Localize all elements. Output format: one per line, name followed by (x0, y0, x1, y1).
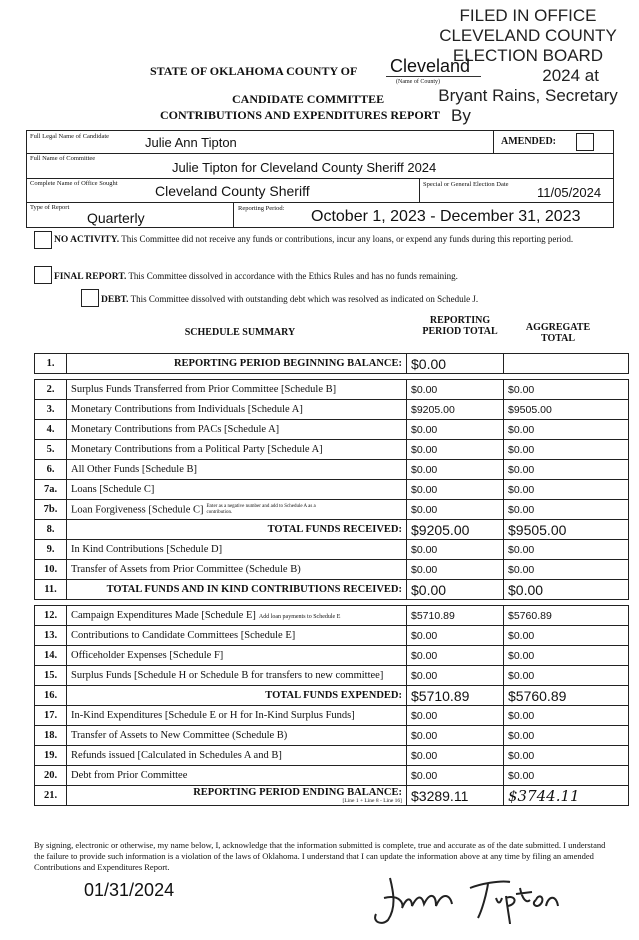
row-description-text: Transfer of Assets to New Committee (Schedule B) (71, 730, 288, 741)
period-total-cell: $0.00 (407, 580, 504, 600)
aggregate-total-cell: $5760.89 (504, 686, 629, 706)
row-number: 13. (35, 626, 67, 646)
summary-row (35, 420, 629, 440)
row-description (67, 520, 407, 540)
period-total-cell: $0.00 (407, 420, 504, 440)
election-date-value: 11/05/2024 (537, 185, 602, 200)
row-number: 9. (35, 540, 67, 560)
summary-row (35, 766, 629, 786)
row-number: 10. (35, 560, 67, 580)
row-description-text: Contributions to Candidate Committees [Schedule E] (71, 630, 296, 641)
row-number: 3. (35, 400, 67, 420)
row-description (67, 606, 407, 626)
row-description-text: Surplus Funds [Schedule H or Schedule B for transfers to new committee] (71, 670, 384, 681)
debt-desc: This Committee dissolved with outstanding debt which was resolved as indicated on Schedule J. (130, 294, 479, 304)
row-number: 20. (35, 766, 67, 786)
state-label: STATE OF OKLAHOMA COUNTY OF (150, 64, 358, 78)
row-number: 7b. (35, 500, 67, 520)
row-note: [Line 1 + Line 8 - Line 16] (342, 798, 402, 804)
row-description (67, 746, 407, 766)
office-value: Cleveland County Sheriff (155, 183, 310, 199)
row-description (67, 786, 407, 806)
summary-row (35, 560, 629, 580)
row-description-text: TOTAL FUNDS EXPENDED: (265, 690, 402, 701)
row-note: Add loan payments to Schedule E (258, 614, 341, 620)
row-number: 8. (35, 520, 67, 540)
row-description-text: TOTAL FUNDS AND IN KIND CONTRIBUTIONS RECEIVED: (106, 584, 402, 595)
stamp-line4: 2024 at (542, 66, 599, 85)
aggregate-total-cell: $0.00 (504, 540, 629, 560)
summary-row (35, 706, 629, 726)
no-activity-desc: This Committee did not receive any funds or contributions, incur any loans, or expend any funds during this reporting period. (121, 234, 574, 244)
row-description-text: Officeholder Expenses [Schedule F] (71, 650, 224, 661)
row-description-text: Campaign Expenditures Made [Schedule E] (71, 610, 256, 621)
summary-row (35, 500, 629, 520)
committee-label: Full Name of Committee (30, 155, 96, 162)
summary-row (35, 786, 629, 806)
period-total-cell: $0.00 (407, 646, 504, 666)
period-total-header: REPORTING PERIOD TOTAL (422, 315, 498, 337)
summary-row (35, 726, 629, 746)
row-description-text: REPORTING PERIOD BEGINNING BALANCE: (173, 358, 402, 369)
row-description (67, 560, 407, 580)
summary-row (35, 666, 629, 686)
summary-row (35, 580, 629, 600)
candidate-label: Full Legal Name of Candidate (30, 133, 110, 140)
form-title-1: CANDIDATE COMMITTEE (232, 92, 385, 106)
signature-date: 01/31/2024 (84, 880, 175, 900)
stamp-line5: Bryant Rains, Secretary (438, 86, 618, 105)
summary-row (35, 626, 629, 646)
period-total-cell: $0.00 (407, 626, 504, 646)
period-total-cell: $0.00 (407, 354, 504, 374)
office-label: Complete Name of Office Sought (30, 180, 118, 187)
row-description-text: TOTAL FUNDS RECEIVED: (267, 524, 402, 535)
row-description-text: Monetary Contributions from Individuals [Schedule A] (71, 404, 303, 415)
row-description (67, 580, 407, 600)
aggregate-total-cell (504, 354, 629, 374)
row-note: Enter as a negative number and add to Schedule A as a contribution. (206, 503, 316, 515)
stamp-line1: FILED IN OFFICE (459, 6, 597, 25)
period-total-cell: $3289.11 (407, 786, 504, 806)
row-description-text: Monetary Contributions from a Political Party [Schedule A] (71, 444, 323, 455)
summary-row (35, 540, 629, 560)
row-description (67, 480, 407, 500)
stamp-line3: ELECTION BOARD (452, 46, 604, 65)
aggregate-total-cell: $0.00 (504, 706, 629, 726)
row-number: 5. (35, 440, 67, 460)
aggregate-total-cell: $0.00 (504, 460, 629, 480)
row-description (67, 626, 407, 646)
row-description (67, 766, 407, 786)
certification-text: By signing, electronic or otherwise, my name below, I, acknowledge that the information submitted is complete, true and accurate as of the date submitted. I understand the failure to provide such information is a violation of the laws of Oklahoma. I understand that I can update the information above at any time by filing an amended Contributions and Expenditures Report. (34, 840, 606, 872)
row-number: 11. (35, 580, 67, 600)
row-description (67, 540, 407, 560)
row-number: 16. (35, 686, 67, 706)
aggregate-total-cell: $0.00 (504, 746, 629, 766)
aggregate-total-cell: $9505.00 (504, 400, 629, 420)
row-description (67, 646, 407, 666)
county-note: (Name of County) (396, 79, 440, 85)
aggregate-total-cell: $0.00 (504, 580, 629, 600)
aggregate-total-cell: $0.00 (504, 766, 629, 786)
period-total-cell: $0.00 (407, 666, 504, 686)
period-total-cell: $0.00 (407, 746, 504, 766)
row-description-text: Refunds issued [Calculated in Schedules A and B] (71, 750, 282, 761)
period-total-cell: $0.00 (407, 380, 504, 400)
period-total-cell: $0.00 (407, 560, 504, 580)
row-number: 18. (35, 726, 67, 746)
final-report-desc: This Committee dissolved in accordance with the Ethics Rules and has no funds remaining. (128, 271, 458, 281)
aggregate-total-cell: $0.00 (504, 666, 629, 686)
report-type-label: Type of Report (30, 204, 70, 211)
row-number: 7a. (35, 480, 67, 500)
period-total-cell: $0.00 (407, 726, 504, 746)
candidate-value: Julie Ann Tipton (145, 135, 237, 150)
row-number: 12. (35, 606, 67, 626)
debt-checkbox[interactable] (81, 289, 99, 307)
schedule-summary-title: SCHEDULE SUMMARY (184, 327, 296, 338)
row-description-text: In Kind Contributions [Schedule D] (71, 544, 223, 555)
row-number: 4. (35, 420, 67, 440)
aggregate-total-header: AGGREGATE TOTAL (525, 322, 591, 344)
period-total-cell: $0.00 (407, 766, 504, 786)
no-activity-title: NO ACTIVITY. (54, 235, 120, 245)
row-description (67, 460, 407, 480)
row-description-text: Surplus Funds Transferred from Prior Committee [Schedule B] (71, 384, 337, 395)
aggregate-total-cell: $0.00 (504, 420, 629, 440)
period-total-cell: $5710.89 (407, 606, 504, 626)
period-total-cell: $0.00 (407, 440, 504, 460)
row-description (67, 500, 407, 520)
row-description-text: All Other Funds [Schedule B] (71, 464, 197, 475)
committee-info-box (26, 130, 614, 228)
summary-row (35, 686, 629, 706)
period-total-cell: $9205.00 (407, 400, 504, 420)
final-report-checkbox[interactable] (34, 266, 52, 284)
summary-row (35, 520, 629, 540)
row-description (67, 440, 407, 460)
row-number: 19. (35, 746, 67, 766)
period-total-cell: $0.00 (407, 500, 504, 520)
row-description-text: Monetary Contributions from PACs [Schedule A] (71, 424, 280, 435)
row-description-text: Debt from Prior Committee (71, 770, 188, 781)
summary-row (35, 606, 629, 626)
period-total-cell: $0.00 (407, 706, 504, 726)
row-description (67, 354, 407, 374)
period-label: Reporting Period: (238, 205, 285, 212)
debt-title: DEBT. (101, 295, 129, 305)
county-value: Cleveland (390, 56, 471, 76)
period-total-cell: $0.00 (407, 460, 504, 480)
row-description-text: In-Kind Expenditures [Schedule E or H for In-Kind Surplus Funds] (71, 710, 355, 721)
final-report-text (54, 270, 594, 284)
aggregate-total-cell: $0.00 (504, 480, 629, 500)
summary-row (35, 746, 629, 766)
form-title-2: CONTRIBUTIONS AND EXPENDITURES REPORT (160, 108, 440, 122)
period-total-cell: $0.00 (407, 480, 504, 500)
committee-value: Julie Tipton for Cleveland County Sheriff 2024 (172, 160, 437, 175)
row-description-text: Loan Forgiveness [Schedule C] (71, 503, 204, 515)
summary-row (35, 460, 629, 480)
aggregate-total-cell: $3744.11 (504, 786, 629, 806)
aggregate-total-cell: $5760.89 (504, 606, 629, 626)
row-number: 6. (35, 460, 67, 480)
amended-label: AMENDED: (501, 136, 556, 147)
row-number: 21. (35, 786, 67, 806)
row-description (67, 380, 407, 400)
row-description (67, 666, 407, 686)
aggregate-total-cell: $0.00 (504, 560, 629, 580)
period-total-cell: $5710.89 (407, 686, 504, 706)
stamp-line2: CLEVELAND COUNTY (439, 26, 617, 45)
summary-row (35, 440, 629, 460)
debt-text (101, 293, 601, 307)
aggregate-total-cell: $0.00 (504, 626, 629, 646)
summary-row (35, 354, 629, 374)
amended-checkbox[interactable] (576, 133, 594, 151)
aggregate-total-cell: $0.00 (504, 440, 629, 460)
period-total-cell: $9205.00 (407, 520, 504, 540)
stamp-line6: By (451, 106, 471, 125)
summary-row (35, 646, 629, 666)
summary-row (35, 480, 629, 500)
aggregate-total-cell: $0.00 (504, 646, 629, 666)
summary-row (35, 380, 629, 400)
row-number: 1. (35, 354, 67, 374)
report-type-value: Quarterly (87, 210, 145, 226)
aggregate-total-cell: $0.00 (504, 500, 629, 520)
period-value: October 1, 2023 - December 31, 2023 (311, 208, 581, 225)
row-number: 14. (35, 646, 67, 666)
aggregate-total-cell: $0.00 (504, 726, 629, 746)
row-number: 17. (35, 706, 67, 726)
row-description-text: REPORTING PERIOD ENDING BALANCE: (193, 787, 402, 798)
row-description (67, 420, 407, 440)
signature-image (360, 864, 580, 928)
election-date-label: Special or General Election Date (423, 181, 509, 188)
row-number: 15. (35, 666, 67, 686)
row-description (67, 400, 407, 420)
row-number: 2. (35, 380, 67, 400)
aggregate-total-cell: $9505.00 (504, 520, 629, 540)
county-underline (386, 76, 481, 77)
row-description (67, 686, 407, 706)
period-total-cell: $0.00 (407, 540, 504, 560)
schedule-summary-table (34, 353, 629, 806)
row-description (67, 726, 407, 746)
no-activity-text (54, 233, 594, 247)
row-description-text: Loans [Schedule C] (71, 484, 155, 495)
aggregate-total-cell: $0.00 (504, 380, 629, 400)
no-activity-checkbox[interactable] (34, 231, 52, 249)
row-description (67, 706, 407, 726)
summary-row (35, 400, 629, 420)
row-description-text: Transfer of Assets from Prior Committee (Schedule B) (71, 564, 301, 575)
final-report-title: FINAL REPORT. (54, 272, 127, 282)
